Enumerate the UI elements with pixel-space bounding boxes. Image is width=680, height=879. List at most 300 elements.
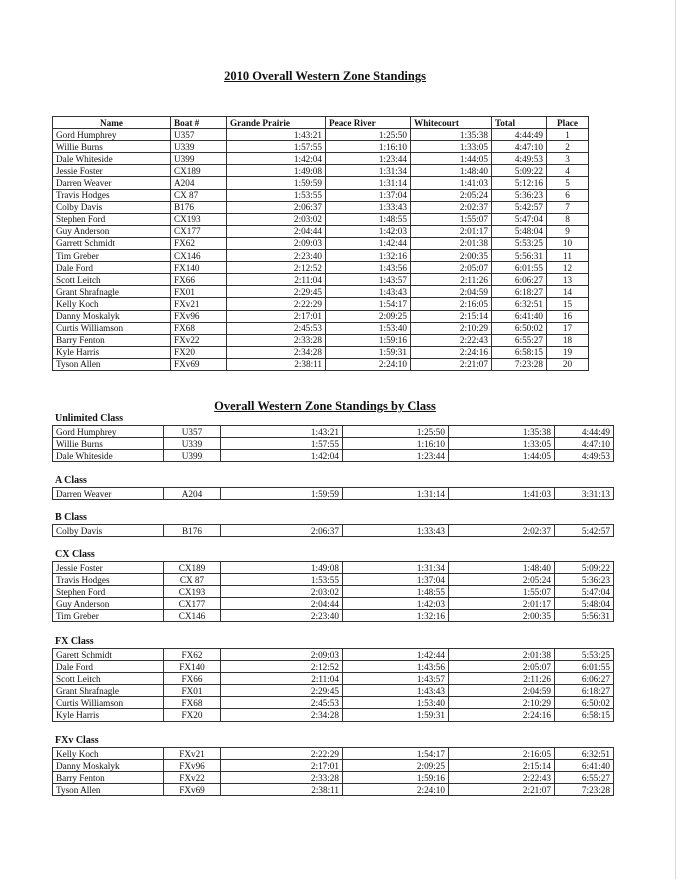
whitecourt-cell: 2:01:38	[449, 649, 555, 661]
grande-prairie-cell: 1:57:55	[221, 438, 343, 450]
col-total-header: Total	[492, 117, 547, 129]
table-row	[53, 165, 589, 177]
name-cell: Guy Anderson	[53, 598, 164, 610]
whitecourt-cell: 1:44:05	[449, 450, 555, 462]
table-row	[53, 574, 614, 586]
place-cell: 18	[547, 334, 589, 346]
total-cell: 6:50:02	[492, 322, 547, 334]
whitecourt-cell: 2:05:24	[449, 574, 555, 586]
grande-prairie-cell: 2:22:29	[227, 298, 326, 310]
peace-river-cell: 1:59:16	[326, 334, 411, 346]
whitecourt-cell: 1:55:07	[411, 213, 492, 225]
whitecourt-cell: 2:21:07	[449, 784, 555, 796]
peace-river-cell: 2:09:25	[326, 310, 411, 322]
boat-cell: FXv96	[164, 760, 221, 772]
unlimited-class-table	[52, 425, 614, 462]
name-cell: Scott Leitch	[53, 673, 164, 685]
name-cell: Curtis Williamson	[53, 322, 171, 334]
name-cell: Dale Whiteside	[53, 450, 164, 462]
name-cell: Tyson Allen	[53, 784, 164, 796]
grande-prairie-cell: 1:49:08	[227, 165, 326, 177]
table-row	[53, 298, 589, 310]
peace-river-cell: 1:43:43	[326, 286, 411, 298]
name-cell: Jessie Foster	[53, 562, 164, 574]
name-cell: Kyle Harris	[53, 709, 164, 721]
boat-cell: CX177	[164, 598, 221, 610]
whitecourt-cell: 2:05:07	[411, 262, 492, 274]
peace-river-cell: 1:31:14	[326, 177, 411, 189]
grande-prairie-cell: 2:04:44	[221, 598, 343, 610]
peace-river-cell: 1:32:16	[326, 250, 411, 262]
table-row	[53, 610, 614, 622]
boat-cell: CX189	[171, 165, 227, 177]
name-cell: Colby Davis	[53, 201, 171, 213]
place-cell: 10	[547, 237, 589, 249]
grande-prairie-cell: 1:53:55	[227, 189, 326, 201]
grande-prairie-cell: 1:49:08	[221, 562, 343, 574]
table-row	[53, 274, 589, 286]
grande-prairie-cell: 2:04:44	[227, 225, 326, 237]
total-cell: 6:55:27	[555, 772, 614, 784]
boat-cell: B176	[164, 525, 221, 537]
grande-prairie-cell: 2:23:40	[227, 250, 326, 262]
grande-prairie-cell: 1:57:55	[227, 141, 326, 153]
total-cell: 5:56:31	[555, 610, 614, 622]
name-cell: Kelly Koch	[53, 748, 164, 760]
name-cell: Tim Greber	[53, 610, 164, 622]
table-row	[53, 598, 614, 610]
peace-river-cell: 1:37:04	[326, 189, 411, 201]
whitecourt-cell: 1:33:05	[411, 141, 492, 153]
name-cell: Kelly Koch	[53, 298, 171, 310]
grande-prairie-cell: 2:22:29	[221, 748, 343, 760]
total-cell: 6:32:51	[492, 298, 547, 310]
grande-prairie-cell: 1:59:59	[227, 177, 326, 189]
grande-prairie-cell: 2:17:01	[221, 760, 343, 772]
a-class-heading: A Class	[55, 475, 87, 486]
whitecourt-cell: 2:02:37	[411, 201, 492, 213]
table-row	[53, 358, 589, 370]
whitecourt-cell: 2:01:17	[449, 598, 555, 610]
grande-prairie-cell: 1:59:59	[221, 488, 343, 500]
grande-prairie-cell: 1:53:55	[221, 574, 343, 586]
col-name-header: Name	[53, 117, 171, 129]
table-row	[53, 225, 589, 237]
unlimited-class-heading: Unlimited Class	[55, 413, 124, 424]
grande-prairie-cell: 1:42:04	[221, 450, 343, 462]
place-cell: 9	[547, 225, 589, 237]
total-cell: 5:56:31	[492, 250, 547, 262]
name-cell: Dale Whiteside	[53, 153, 171, 165]
name-cell: Guy Anderson	[53, 225, 171, 237]
peace-river-cell: 1:43:56	[326, 262, 411, 274]
grande-prairie-cell: 2:06:37	[227, 201, 326, 213]
boat-cell: U357	[164, 426, 221, 438]
table-row	[53, 772, 614, 784]
total-cell: 6:06:27	[492, 274, 547, 286]
name-cell: Danny Moskalyk	[53, 760, 164, 772]
total-cell: 5:53:25	[492, 237, 547, 249]
table-row	[53, 649, 614, 661]
boat-cell: FX62	[164, 649, 221, 661]
place-cell: 17	[547, 322, 589, 334]
table-row	[53, 177, 589, 189]
col-peace-river-header: Peace River	[326, 117, 411, 129]
grande-prairie-cell: 1:43:21	[227, 129, 326, 141]
total-cell: 5:09:22	[555, 562, 614, 574]
boat-cell: FX140	[171, 262, 227, 274]
grande-prairie-cell: 2:11:04	[221, 673, 343, 685]
table-row	[53, 153, 589, 165]
boat-cell: CX193	[164, 586, 221, 598]
peace-river-cell: 2:24:10	[326, 358, 411, 370]
whitecourt-cell: 2:10:29	[411, 322, 492, 334]
boat-cell: U399	[164, 450, 221, 462]
grande-prairie-cell: 2:06:37	[221, 525, 343, 537]
cx-class-table	[52, 561, 614, 622]
boat-cell: A204	[164, 488, 221, 500]
grande-prairie-cell: 2:34:28	[221, 709, 343, 721]
place-cell: 13	[547, 274, 589, 286]
grande-prairie-cell: 2:17:01	[227, 310, 326, 322]
whitecourt-cell: 2:15:14	[449, 760, 555, 772]
total-cell: 5:53:25	[555, 649, 614, 661]
name-cell: Scott Leitch	[53, 274, 171, 286]
table-row	[53, 129, 589, 141]
total-cell: 5:36:23	[492, 189, 547, 201]
boat-cell: FXv22	[164, 772, 221, 784]
name-cell: Willie Burns	[53, 141, 171, 153]
place-cell: 5	[547, 177, 589, 189]
peace-river-cell: 1:37:04	[343, 574, 449, 586]
grande-prairie-cell: 2:38:11	[221, 784, 343, 796]
peace-river-cell: 1:59:31	[326, 346, 411, 358]
whitecourt-cell: 2:01:38	[411, 237, 492, 249]
name-cell: Garett Schmidt	[53, 649, 164, 661]
total-cell: 6:01:55	[555, 661, 614, 673]
total-cell: 5:48:04	[555, 598, 614, 610]
table-row	[53, 562, 614, 574]
table-row	[53, 450, 614, 462]
whitecourt-cell: 2:01:17	[411, 225, 492, 237]
total-cell: 3:31:13	[555, 488, 614, 500]
peace-river-cell: 1:23:44	[343, 450, 449, 462]
place-cell: 3	[547, 153, 589, 165]
boat-cell: U339	[171, 141, 227, 153]
grande-prairie-cell: 2:33:28	[221, 772, 343, 784]
fxv-class-table	[52, 747, 614, 796]
whitecourt-cell: 2:15:14	[411, 310, 492, 322]
table-row	[53, 426, 614, 438]
total-cell: 4:47:10	[492, 141, 547, 153]
table-row	[53, 346, 589, 358]
grande-prairie-cell: 2:34:28	[227, 346, 326, 358]
boat-cell: U399	[171, 153, 227, 165]
total-cell: 6:55:27	[492, 334, 547, 346]
whitecourt-cell: 2:22:43	[449, 772, 555, 784]
name-cell: Gord Humphrey	[53, 129, 171, 141]
place-cell: 6	[547, 189, 589, 201]
peace-river-cell: 1:59:31	[343, 709, 449, 721]
cx-class-heading: CX Class	[55, 549, 95, 560]
boat-cell: FX68	[171, 322, 227, 334]
b-class-table	[52, 524, 614, 537]
peace-river-cell: 1:33:43	[343, 525, 449, 537]
table-row	[53, 661, 614, 673]
grande-prairie-cell: 1:43:21	[221, 426, 343, 438]
peace-river-cell: 1:54:17	[326, 298, 411, 310]
whitecourt-cell: 2:24:16	[449, 709, 555, 721]
peace-river-cell: 1:53:40	[343, 697, 449, 709]
whitecourt-cell: 2:00:35	[411, 250, 492, 262]
grande-prairie-cell: 2:23:40	[221, 610, 343, 622]
whitecourt-cell: 1:41:03	[411, 177, 492, 189]
grande-prairie-cell: 2:45:53	[227, 322, 326, 334]
grande-prairie-cell: 2:33:28	[227, 334, 326, 346]
boat-cell: CX 87	[164, 574, 221, 586]
table-row	[53, 709, 614, 721]
page-title: 2010 Overall Western Zone Standings	[224, 69, 426, 83]
table-row	[53, 262, 589, 274]
peace-river-cell: 1:31:34	[343, 562, 449, 574]
boat-cell: CX177	[171, 225, 227, 237]
peace-river-cell: 1:43:56	[343, 661, 449, 673]
whitecourt-cell: 2:24:16	[411, 346, 492, 358]
col-whitecourt-header: Whitecourt	[411, 117, 492, 129]
fx-class-heading: FX Class	[55, 636, 94, 647]
name-cell: Kyle Harris	[53, 346, 171, 358]
name-cell: Dale Ford	[53, 661, 164, 673]
whitecourt-cell: 2:02:37	[449, 525, 555, 537]
peace-river-cell: 1:42:44	[326, 237, 411, 249]
peace-river-cell: 1:31:14	[343, 488, 449, 500]
total-cell: 7:23:28	[492, 358, 547, 370]
place-cell: 4	[547, 165, 589, 177]
overall-standings-table	[52, 116, 589, 371]
name-cell: Gord Humphrey	[53, 426, 164, 438]
grande-prairie-cell: 2:29:45	[221, 685, 343, 697]
total-cell: 6:58:15	[555, 709, 614, 721]
name-cell: Travis Hodges	[53, 189, 171, 201]
whitecourt-cell: 1:44:05	[411, 153, 492, 165]
place-cell: 15	[547, 298, 589, 310]
whitecourt-cell: 2:16:05	[449, 748, 555, 760]
table-row	[53, 673, 614, 685]
name-cell: Grant Shrafnagle	[53, 286, 171, 298]
boat-cell: FX01	[171, 286, 227, 298]
place-cell: 1	[547, 129, 589, 141]
table-row	[53, 322, 589, 334]
fx-class-table	[52, 648, 614, 722]
peace-river-cell: 1:25:50	[343, 426, 449, 438]
whitecourt-cell: 2:04:59	[411, 286, 492, 298]
total-cell: 5:42:57	[492, 201, 547, 213]
name-cell: Garrett Schmidt	[53, 237, 171, 249]
table-row	[53, 685, 614, 697]
total-cell: 4:44:49	[555, 426, 614, 438]
fxv-class-heading: FXv Class	[55, 735, 99, 746]
boat-cell: CX189	[164, 562, 221, 574]
boat-cell: FX66	[164, 673, 221, 685]
boat-cell: FX66	[171, 274, 227, 286]
whitecourt-cell: 2:22:43	[411, 334, 492, 346]
boat-cell: B176	[171, 201, 227, 213]
grande-prairie-cell: 2:03:02	[221, 586, 343, 598]
name-cell: Barry Fenton	[53, 772, 164, 784]
whitecourt-cell: 2:04:59	[449, 685, 555, 697]
place-cell: 7	[547, 201, 589, 213]
boat-cell: FXv21	[164, 748, 221, 760]
boat-cell: CX146	[171, 250, 227, 262]
boat-cell: CX193	[171, 213, 227, 225]
name-cell: Curtis Williamson	[53, 697, 164, 709]
total-cell: 6:41:40	[492, 310, 547, 322]
table-row	[53, 213, 589, 225]
boat-cell: U357	[171, 129, 227, 141]
table-row	[53, 237, 589, 249]
boat-cell: FXv69	[164, 784, 221, 796]
boat-cell: FX62	[171, 237, 227, 249]
peace-river-cell: 1:43:57	[326, 274, 411, 286]
whitecourt-cell: 1:35:38	[449, 426, 555, 438]
total-cell: 5:47:04	[492, 213, 547, 225]
peace-river-cell: 2:09:25	[343, 760, 449, 772]
total-cell: 6:18:27	[555, 685, 614, 697]
place-cell: 12	[547, 262, 589, 274]
boat-cell: FXv22	[171, 334, 227, 346]
boat-cell: FX01	[164, 685, 221, 697]
whitecourt-cell: 1:33:05	[449, 438, 555, 450]
grande-prairie-cell: 2:09:03	[227, 237, 326, 249]
class-standings-title: Overall Western Zone Standings by Class	[214, 399, 436, 413]
table-row	[53, 141, 589, 153]
grande-prairie-cell: 2:45:53	[221, 697, 343, 709]
place-cell: 8	[547, 213, 589, 225]
peace-river-cell: 2:24:10	[343, 784, 449, 796]
whitecourt-cell: 1:48:40	[449, 562, 555, 574]
table-row	[53, 286, 589, 298]
col-grande-prairie-header: Grande Prairie	[227, 117, 326, 129]
name-cell: Colby Davis	[53, 525, 164, 537]
table-row	[53, 525, 614, 537]
header-row	[53, 117, 589, 129]
table-row	[53, 748, 614, 760]
peace-river-cell: 1:48:55	[343, 586, 449, 598]
total-cell: 6:01:55	[492, 262, 547, 274]
table-row	[53, 438, 614, 450]
whitecourt-cell: 2:16:05	[411, 298, 492, 310]
peace-river-cell: 1:25:50	[326, 129, 411, 141]
name-cell: Stephen Ford	[53, 213, 171, 225]
total-cell: 4:49:53	[555, 450, 614, 462]
total-cell: 4:49:53	[492, 153, 547, 165]
place-cell: 20	[547, 358, 589, 370]
page-edge-shadow	[675, 0, 676, 879]
total-cell: 7:23:28	[555, 784, 614, 796]
whitecourt-cell: 2:05:24	[411, 189, 492, 201]
peace-river-cell: 1:53:40	[326, 322, 411, 334]
boat-cell: CX 87	[171, 189, 227, 201]
whitecourt-cell: 2:05:07	[449, 661, 555, 673]
place-cell: 14	[547, 286, 589, 298]
whitecourt-cell: 1:55:07	[449, 586, 555, 598]
table-row	[53, 760, 614, 772]
name-cell: Darren Weaver	[53, 488, 164, 500]
col-place-header: Place	[547, 117, 589, 129]
peace-river-cell: 1:43:43	[343, 685, 449, 697]
boat-cell: FXv69	[171, 358, 227, 370]
whitecourt-cell: 2:11:26	[411, 274, 492, 286]
boat-cell: FX20	[164, 709, 221, 721]
name-cell: Stephen Ford	[53, 586, 164, 598]
place-cell: 2	[547, 141, 589, 153]
grande-prairie-cell: 2:38:11	[227, 358, 326, 370]
total-cell: 6:50:02	[555, 697, 614, 709]
peace-river-cell: 1:48:55	[326, 213, 411, 225]
col-boat-header: Boat #	[171, 117, 227, 129]
peace-river-cell: 1:33:43	[326, 201, 411, 213]
peace-river-cell: 1:23:44	[326, 153, 411, 165]
peace-river-cell: 1:16:10	[343, 438, 449, 450]
boat-cell: FXv96	[171, 310, 227, 322]
table-row	[53, 334, 589, 346]
boat-cell: CX146	[164, 610, 221, 622]
name-cell: Willie Burns	[53, 438, 164, 450]
name-cell: Barry Fenton	[53, 334, 171, 346]
table-row	[53, 310, 589, 322]
place-cell: 19	[547, 346, 589, 358]
total-cell: 6:32:51	[555, 748, 614, 760]
table-row	[53, 201, 589, 213]
name-cell: Jessie Foster	[53, 165, 171, 177]
total-cell: 6:41:40	[555, 760, 614, 772]
whitecourt-cell: 2:00:35	[449, 610, 555, 622]
name-cell: Grant Shrafnagle	[53, 685, 164, 697]
grande-prairie-cell: 2:29:45	[227, 286, 326, 298]
total-cell: 6:06:27	[555, 673, 614, 685]
name-cell: Danny Moskalyk	[53, 310, 171, 322]
whitecourt-cell: 1:35:38	[411, 129, 492, 141]
whitecourt-cell: 2:10:29	[449, 697, 555, 709]
grande-prairie-cell: 2:11:04	[227, 274, 326, 286]
peace-river-cell: 1:43:57	[343, 673, 449, 685]
whitecourt-cell: 2:21:07	[411, 358, 492, 370]
boat-cell: FX68	[164, 697, 221, 709]
whitecourt-cell: 1:48:40	[411, 165, 492, 177]
boat-cell: FX140	[164, 661, 221, 673]
boat-cell: FXv21	[171, 298, 227, 310]
table-row	[53, 488, 614, 500]
peace-river-cell: 1:54:17	[343, 748, 449, 760]
boat-cell: FX20	[171, 346, 227, 358]
boat-cell: A204	[171, 177, 227, 189]
b-class-heading: B Class	[55, 512, 87, 523]
grande-prairie-cell: 2:09:03	[221, 649, 343, 661]
grande-prairie-cell: 2:03:02	[227, 213, 326, 225]
name-cell: Travis Hodges	[53, 574, 164, 586]
table-row	[53, 586, 614, 598]
boat-cell: U339	[164, 438, 221, 450]
place-cell: 16	[547, 310, 589, 322]
grande-prairie-cell: 2:12:52	[221, 661, 343, 673]
grande-prairie-cell: 1:42:04	[227, 153, 326, 165]
peace-river-cell: 1:31:34	[326, 165, 411, 177]
whitecourt-cell: 1:41:03	[449, 488, 555, 500]
peace-river-cell: 1:42:44	[343, 649, 449, 661]
total-cell: 5:36:23	[555, 574, 614, 586]
name-cell: Dale Ford	[53, 262, 171, 274]
peace-river-cell: 1:42:03	[326, 225, 411, 237]
